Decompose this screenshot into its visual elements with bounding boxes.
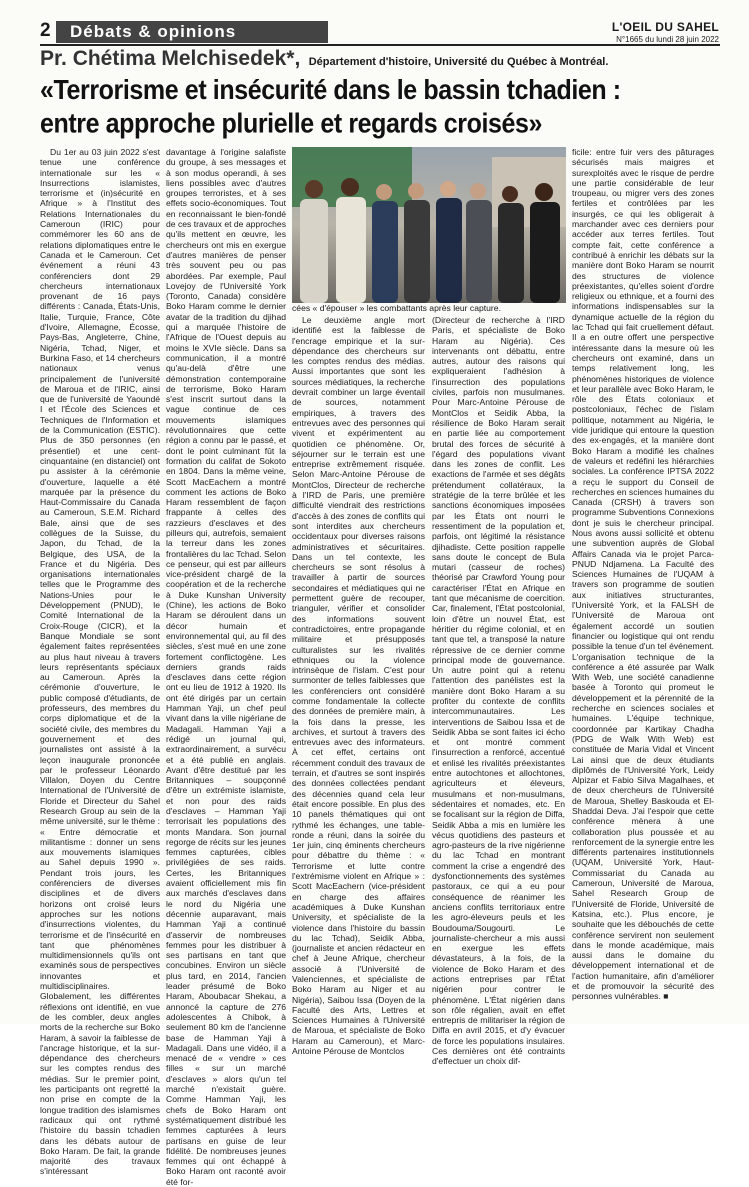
- section-title: Débats & opinions: [70, 22, 237, 41]
- header-rule: [40, 44, 720, 46]
- column-2-text: davantage à l'origine salafiste du groupe, à ses messages et à son modus operandi, à ses liens possibles avec d'autres groupes terroristes, et à ses effets socio-économiques. Tout en reconnaissant le bien-fondé de ces travaux et de approches qu'ils mettent en œuvre, les chercheurs ont mis en exergue d'autres manières de penser très souvent peu ou pas abordées. Par exemple, Paul Lovejoy de l'Université York (Toronto, Canada) considère Boko Haram comme le dernier avatar de la tradition du djihad qui a marquée l'histoire de l'Afrique de l'Ouest depuis au moins le XVIe siècle. Dans sa communication, il a montré qu'au-delà d'être une démonstration contemporaine de terrorisme, Boko Haram s'est inscrit surtout dans la vague continue de ces mouvements islamiques révolutionnaires que cette région a connu par le passé, et dont le point culminant fût la formation du califat de Sokoto en 1804. Dans la même veine, Scott MacEachern a montré comment les actions de Boko Haram ressemblent de façon frappante à celles des razzieurs d'esclaves et des pilleurs qui, autrefois, semaient la terreur dans les zones frontalières du lac Tchad. Selon ce penseur, qui est par ailleurs vice-président chargé de la coopération et de la recherche à Duke Kunshan University (Chine), les actions de Boko Haram se déroulent dans un décor humain et environnemental qui, au fil des siècles, s'est mué en une zone fortement conflictogène. Les derniers grands raids d'esclaves dans cette région ont eu lieu de 1912 à 1920. Ils ont été dirigés par un certain Hamman Yaji, un chef peul vivant dans la ville nigériane de Madagali. Hamman Yaji a rédigé un journal qui, extraordinairement, a survécu et a été publié en anglais. Avant d'être destitué par les Britanniques – soupçonné d'être un extrémiste islamiste, et non pour des raids d'esclaves – Hamman Yaji terrorisait les populations des monts Mandara. Son journal regorge de récits sur les jeunes femmes capturées, cibles privilégiées de ses raids. Certes, les Britanniques avaient officiellement mis fin aux marchés d'esclaves dans le nord du Nigéria une décennie auparavant, mais Hamman Yaji a continué d'asservir de nombreuses femmes pour les distribuer à ses partisans en tant que concubines. Environ un siècle plus tard, en 2014, l'ancien leader présumé de Boko Haram, Aboubacar Shekau, a annoncé la capture de 276 adolescentes à Chibok, à seulement 80 km de l'ancienne base de Hamman Yaji à Madagali. Dans une vidéo, il a menacé de « vendre » ces filles « sur un marché d'esclaves » alors qu'un tel marché n'existait guère. Comme Hamman Yaji, les chefs de Boko Haram ont systématiquement distribué les femmes capturées à leurs partisans en guise de leur fidélité. De nombreuses jeunes femmes qui ont échappé à Boko Haram ont raconté avoir été for-: [166, 147, 286, 1187]
- article-column-3: [292, 315, 425, 1057]
- publication-name: L'OEIL DU SAHEL: [611, 20, 719, 34]
- issue-info: N°1665 du lundi 28 juin 2022: [616, 35, 719, 44]
- headline-line-1: «Terrorisme et insécurité dans le bassin tchadien :: [40, 74, 621, 106]
- photo-caption-continued: cées « d'épouser » les combattants après leur capture.: [292, 303, 501, 313]
- masthead: [612, 20, 719, 44]
- article-column-4: [432, 315, 565, 1067]
- article-column-2: [166, 147, 286, 1187]
- author-department: Département d'histoire, Université du Québec à Montréal.: [308, 56, 609, 68]
- byline: [40, 47, 608, 71]
- author-name: Pr. Chétima Melchisedek*,: [40, 47, 301, 70]
- article-headline: [40, 73, 720, 140]
- group-photo-illustration: [292, 147, 566, 303]
- column-4-text: (Directeur de recherche à l'IRD Paris, et spécialiste de Boko Haram au Nigéria). Ces intervenants ont débattu, entre autres, autour des raisons qui expliqueraient l'adhésion à l'insurrection des populations civiles, parfois non musulmanes. Pour Marc-Antoine Pérouse de MontClos et Seidik Abba, la résilience de Boko Haram serait en partie liée au comportement brutal des forces de sécurité à l'égard des populations vivant dans les zones de conflit. Les exactions de l'armée et ses dégâts prétendument collatéraux, la stratégie de la terre brûlée et les sanctions économiques imposées par les États ont nourri le ressentiment de la population et, parfois, ont légitimé la résistance djihadiste. Cette position rappelle sans doute le concept de Bula mutari (casseur de roches) théorisé par Crawford Young pour caractériser l'État en Afrique en tant que mécanisme de coercition. Car, finalement, l'État postcolonial, loin d'être un nouvel État, est héritier du régime colonial, et en tant que tel, a transposé la nature répressive de ce dernier comme principal mode de gouvernance. Un autre point qui a retenu l'attention des panélistes est la manière dont Boko Haram a su profiter du contexte de conflits intercommunautaires. Les interventions de Saibou Issa et de Seidik Abba se sont faites ici écho et ont montré comment l'insurrection a renforcé, accentué et enlisé les rivalités préexistantes entre autochtones et allochtones, agriculteurs et éleveurs, musulmans et non-musulmans, sédentaires et nomades, etc. En se focalisant sur la région de Diffa, Seidik Abba a mis en lumière les vécus quotidiens des pasteurs et agro-pasteurs de la rive nigérienne du lac Tchad en montrant comment la crise a engendré des dysfonctionnements des systèmes pastoraux, ce qui a eu pour conséquence de réanimer les anciens conflits territoriaux entre les agro-éleveurs peuls et les Boudouma/Sougourti. Le journaliste-chercheur a mis aussi en exergue les effets dévastateurs, à la fois, de la violence de Boko Haram et des actions entreprises par l'État nigérien pour contrer le phénomène. L'État nigérien dans son rôle régalien, avait en effet entrepris de militariser la région de Diffa en avril 2015, et d'y évacuer de force les populations insulaires. Ces dernières ont été contraints d'effectuer un choix dif-: [432, 315, 565, 1067]
- article-column-5: [572, 147, 714, 1017]
- column-1-text: Du 1er au 03 juin 2022 s'est tenue une conférence internationale sur les « Insurrections islamistes, terrorisme et (in)sécurité en Afrique » à l'Institut des Relations Internationales du Cameroun (IRIC) pour commémorer les 60 ans de relations diplomatiques entre le Canada et le Cameroun. Cet événement a réuni 43 conférenciers dont 29 chercheurs internationaux provenant de 16 pays différents : Canada, États-Unis, Italie, Turquie, France, Côte d'Ivoire, Allemagne, Écosse, Pays-Bas, Angleterre, Chine, Nigéria, Tchad, Niger, et Burkina Faso, et 14 chercheurs nationaux venus principalement de l'université de Maroua et de l'IRIC, ainsi que de l'université de Yaoundé I et l'École des Sciences et Techniques de l'Information et de la Communication (ESTIC). Plus de 350 personnes (en présentiel) et une cent-cinquantaine (en distanciel) ont pu assister à la cérémonie d'ouverture, laquelle a été marquée par la présence du Haut-Commissaire du Canada au Cameroun, S.E.M. Richard Bale, ainsi que de ses collègues de la Suisse, du Japon, du Tchad, de la Belgique, des USA, de la France et du Nigéria. Des organisations internationales telles que le Programme des Nations-Unies pour le Développement (PNUD), le Comité International de la Croix-Rouge (CICR), et la Banque Mondiale se sont également faites représentées au plus haut niveau à travers leurs représentants spéciaux au Cameroun. Après la cérémonie d'ouverture, le public composé d'étudiants, de professeurs, des membres du corps diplomatique et de la société civile, des membres du gouvernement et des journalistes ont assisté à la leçon inaugurale prononcée par le professeur Léonardo Villalon, Doyen du Centre International de l'Université de Floride et Directeur du Sahel Research Group au sein de la même université, sur le thème : « Entre démocratie et militantisme : donner un sens aux mouvements islamiques au Sahel depuis 1990 ». Pendant trois jours, les conférenciers de diverses disciplines et de divers horizons ont croisé leurs approches sur les notions d'insurrections violentes, du terrorisme et de l'insécurité en tant que phénomènes multidimensionnels qu'ils ont examinés sous de perspectives innovantes et multidisciplinaires. Globalement, les différentes réflexions ont identifié, en vue de les combler, deux angles morts de la recherche sur Boko Haram, à savoir la faiblesse de l'ancrage historique, et la sur-dépendance des chercheurs sur les comptes rendus des médias. Sur le premier point, les participants ont regretté la non prise en compte de la longue tradition des islamismes radicaux qui ont rythmé l'histoire du bassin tchadien dans les débats autour de Boko Haram. De fait, la grande majorité des travaux s'intéressant: [40, 147, 160, 1177]
- headline-line-2: entre approche plurielle et regards croisés»: [40, 107, 543, 140]
- page-number: 2: [40, 20, 51, 41]
- column-3-text: Le deuxième angle mort identifié est la faiblesse de l'encrage empirique et la sur-dépendance des chercheurs sur les comptes rendus des médias. Aussi importantes que sont les sources médiatiques, la recherche devrait combiner un large éventail de sources, notamment empiriques, à travers des entrevues avec des personnes qui vivent et expérimentent au quotidien ce phénomène. Or, séjourner sur le terrain est une entreprise extrêmement risquée. Selon Marc-Antoine Pérouse de MontClos, Directeur de recherche à l'IRD de Paris, une première difficulté viendrait des restrictions d'accès à des zones de conflits qui sont interdites aux chercheurs occidentaux pour diverses raisons administratives et sécuritaires. Dans un tel contexte, les chercheurs se sont résolus à travailler à partir de sources secondaires et médiatiques qui ne permettent guère de recouper, trianguler, vérifier et consolider des informations souvent contradictoires, entre propagande militaire et présupposés culturalistes sur les rivalités ethniques ou la violence intrinsèque de l'islam. C'est pour surmonter de telles faiblesses que les conférenciers ont considéré comme fondamentale la collecte des données de première main, à la fois dans la presse, les archives, et surtout à travers des entrevues avec des informateurs. À cet effet, certains ont récemment conduit des travaux de terrain, et d'autres se sont inspirés des données collectées pendant des décennies quand cela leur était encore possible. En plus des 10 panels thématiques qui ont rythmé les échanges, une table-ronde a réuni, dans la soirée du 1er juin, cinq éminents chercheurs pour débattre du thème : « Terrorisme et lutte contre l'extrémisme violent en Afrique » : Scott MacEachern (vice-président en charge des affaires académiques à Duke Kunshan University, et spécialiste de la violence dans l'histoire du bassin du lac Tchad), Seidik Abba, (journaliste et ancien rédacteur en chef à Jeune Afrique, chercheur associé à l'Université de Valenciennes, et spécialiste de Boko Haram au Niger et au Nigéria), Saibou Issa (Doyen de la Faculté des Arts, Lettres et Sciences Humaines à l'Université de Maroua, et spécialiste de Boko Haram au Cameroun), et Marc-Antoine Pérouse de Montclos: [292, 315, 425, 1057]
- article-column-1: [40, 147, 160, 1177]
- group-photo: [292, 147, 566, 303]
- section-banner: [56, 21, 328, 43]
- column-5-text: ficile: entre fuir vers des pâturages sécurisés mais maigres et surexploités avec le risque de perdre une partie considérable de leur troupeau, ou migrer vers des zones fertiles et contrôlées par les insurgés, ce qui les obligerait à marchander avec ces derniers pour accéder aux terres fertiles. Tout compte fait, cette conférence a contribué à enrichir les débats sur la manière dont Boko Haram se nourrit des structures de violence préexistantes, qu'elles soient d'ordre religieux ou ethnique, et a fourni des informations indispensables sur la dynamique actuelle de la région du lac Tchad qui fait cruellement défaut. Il a en outre offert une perspective intéressante dans la mesure où les chercheurs ont examiné, dans un temps relativement long, les phénomènes historiques de violence et leur parallèle avec Boko Haram, le rôle des États coloniaux et postcoloniaux, l'échec de l'islam politique, notamment au Nigéria, le vide juridique qui entoure la question des ex-engagés, et la manière dont Boko Haram a modifié les chaînes de valeurs et redéfini les hiérarchies sociales. La conférence IPTSA 2022 a reçu le support du Conseil de recherches en sciences humaines du Canada (CRSH) à travers son programme Subventions Connexions dont je suis le chercheur principal. Nous avons aussi sollicité et obtenu une subvention auprès de Global Affairs Canada via le projet Parca-PNUD Ndjamena. La Faculté des Sciences Humaines de l'UQAM à travers son programme de soutien aux initiatives structurantes, l'Université York, et la FALSH de l'Université de Maroua ont également accordé un soutien financier ou logistique qui ont rendu possible la tenue d'un tel événement. L'organisation technique de la conférence a été assurée par Walk With Web, une société canadienne basée à Toronto qui promeut le développement et la pérennité de la recherche en sciences sociales et humaines. L'équipe technique, coordonnée par Kartikay Chadha (PDG de Walk With Web) est constituée de Maria Vidal et Vincent Lai ainsi que de deux étudiants diplômés de l'Université York, Leidy Alpizar et Fabio Silva Magalhaes, et de deux chercheurs de l'Université de Maroua, Shelley Baskouda et El-Shaddai Deva. J'ai l'espoir que cette conférence mènera à une collaboration plus poussée et au renforcement de la synergie entre les différents partenaires institutionnels (UQAM, Université York, Haut-Commissariat du Canada au Cameroun, Université de Maroua, Sahel Research Group de l'Université de Floride, Université de Katsina, etc.). Plus encore, je souhaite que les débouchés de cette conférence servirent non seulement dans le monde académique, mais aussi dans le domaine du développement international et de l'action humanitaire, afin d'améliorer et de promouvoir la sécurité des personnes vulnérables. ■: [572, 147, 714, 1002]
